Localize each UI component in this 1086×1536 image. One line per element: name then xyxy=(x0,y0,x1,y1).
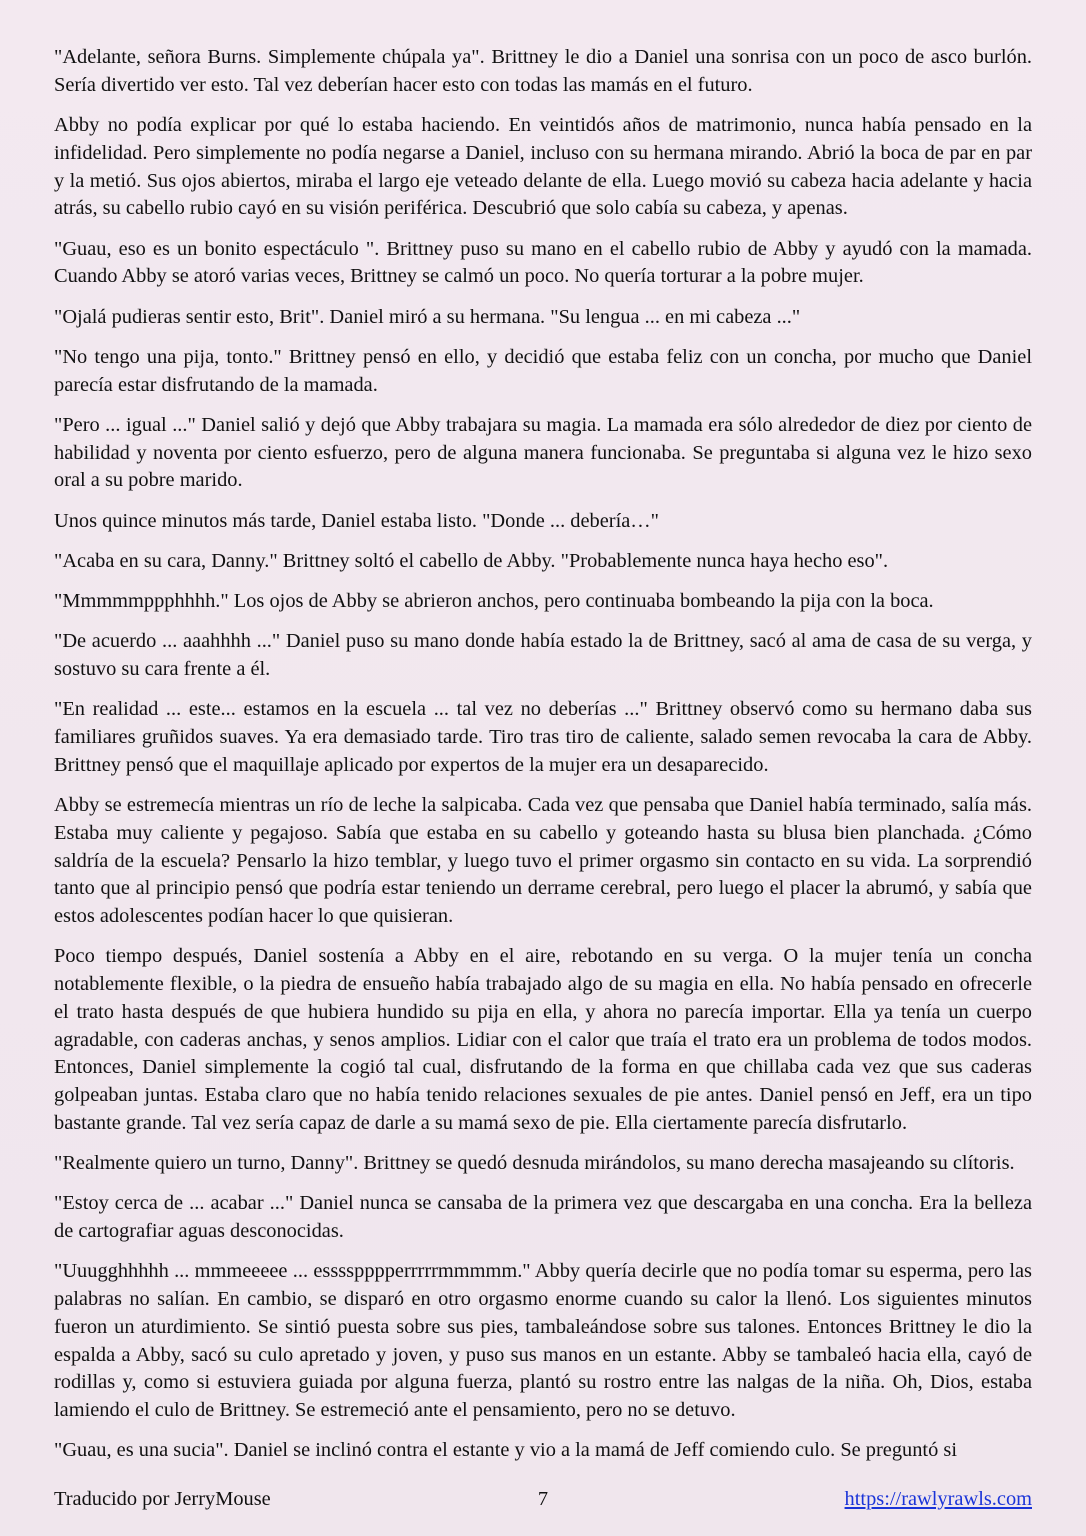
paragraph: "Realmente quiero un turno, Danny". Brittney se quedó desnuda mirándolos, su mano derecha masajeando su clítoris. xyxy=(54,1152,1015,1174)
paragraph: "En realidad ... este... estamos en la escuela ... tal vez no deberías ..." Brittney observó como su hermano daba sus familiares gruñidos suaves. Ya era demasiado tarde. Tiro tras tiro de caliente, salado semen revocaba la cara de Abby. Brittney pensó que el maquillaje aplicado por expertos de la mujer era un desaparecido. xyxy=(54,698,1032,776)
paragraph: Poco tiempo después, Daniel sostenía a Abby en el aire, rebotando en su verga. O la mujer tenía un concha notablemente flexible, o la piedra de ensueño había trabajado algo de su magia en ella. No había pensado en ofrecerle el trato hasta después de que hubiera hundido su pija en ella, y ahora no parecía importar. Ella ya tenía un cuerpo agradable, con caderas anchas, y senos amplios. Lidiar con el calor que traía el trato era un problema de todos modos. Entonces, Daniel simplemente la cogió tal cual, disfrutando de la forma en que chillaba cada vez que sus caderas golpeaban juntas. Estaba claro que no había tenido relaciones sexuales de pie antes. Daniel pensó en Jeff, era un tipo bastante grande. Tal vez sería capaz de darle a su mamá sexo de pie. Ella ciertamente parecía disfrutarlo. xyxy=(54,945,1032,1134)
paragraph: "Guau, eso es un bonito espectáculo ". Brittney puso su mano en el cabello rubio de Abby y ayudó con la mamada. Cuando Abby se atoró varias veces, Brittney se calmó un poco. No quería torturar a la pobre mujer. xyxy=(54,237,1032,288)
document-body xyxy=(54,44,1032,1465)
paragraph: Abby se estremecía mientras un río de leche la salpicaba. Cada vez que pensaba que Daniel había terminado, salía más. Estaba muy caliente y pegajoso. Sabía que estaba en su cabello y goteando hasta su blusa bien planchada. ¿Cómo saldría de la escuela? Pensarlo la hizo temblar, y luego tuvo el primer orgasmo sin contacto en su vida. La sorprendió tanto que al principio pensó que podría estar teniendo un derrame cerebral, pero luego el placer la abrumó, y sabía que estos adolescentes podían hacer lo que quisieran. xyxy=(54,794,1032,927)
paragraph: "Adelante, señora Burns. Simplemente chúpala ya". Brittney le dio a Daniel una sonrisa con un poco de asco burlón. Sería divertido ver esto. Tal vez deberían hacer esto con todas las mamás en el futuro. xyxy=(54,46,1032,96)
page-footer xyxy=(54,1484,1032,1514)
paragraph: "No tengo una pija, tonto." Brittney pensó en ello, y decidió que estaba feliz con un concha, por mucho que Daniel parecía estar disfrutando de la mamada. xyxy=(54,345,1032,396)
paragraph: "Guau, es una sucia". Daniel se inclinó contra el estante y vio a la mamá de Jeff comiendo culo. Se preguntó si xyxy=(54,1439,957,1462)
paragraph: Unos quince minutos más tarde, Daniel estaba listo. "Donde ... debería…" xyxy=(54,509,659,532)
footer-translator: Traducido por JerryMouse xyxy=(54,1487,271,1510)
paragraph: Abby no podía explicar por qué lo estaba haciendo. En veintidós años de matrimonio, nunca había pensado en la infidelidad. Pero simplemente no podía negarse a Daniel, incluso con su hermana mirando. Abrió la boca de par en par y la metió. Sus ojos abiertos, miraba el largo eje veteado delante de ella. Luego movió su cabeza hacia adelante y hacia atrás, su cabello rubio cayó en su visión periférica. Descubrió que solo cabía su cabeza, y apenas. xyxy=(54,114,1032,220)
paragraph: "De acuerdo ... aaahhhh ..." Daniel puso su mano donde había estado la de Brittney, sacó al ama de casa de su verga, y sostuvo su cara frente a él. xyxy=(54,630,1032,680)
footer-site-link[interactable]: https://rawlyrawls.com xyxy=(844,1487,1032,1510)
paragraph: "Ojalá pudieras sentir esto, Brit". Daniel miró a su hermana. "Su lengua ... en mi cabeza ..." xyxy=(54,305,801,328)
paragraph: "Acaba en su cara, Danny." Brittney soltó el cabello de Abby. "Probablemente nunca haya hecho eso". xyxy=(54,549,889,572)
paragraph: "Estoy cerca de ... acabar ..." Daniel nunca se cansaba de la primera vez que descargaba en una concha. Era la belleza de cartografiar aguas desconocidas. xyxy=(54,1192,1032,1242)
paragraph: "Uuugghhhhh ... mmmeeeee ... esssspppperrrrrmmmmm." Abby quería decirle que no podía tomar su esperma, pero las palabras no salían. En cambio, se disparó en otro orgasmo enorme cuando su calor la llenó. Los siguientes minutos fueron un aturdimiento. Se sintió puesta sobre sus pies, tambaleándose sobre sus talones. Entonces Brittney le dio la espalda a Abby, sacó su culo apretado y joven, y puso sus manos en un estante. Abby se tambaleó hacia ella, cayó de rodillas y, como si estuviera guiada por alguna fuerza, plantó su rostro entre las nalgas de la niña. Oh, Dios, estaba lamiendo el culo de Brittney. Se estremeció ante el pensamiento, pero no se detuvo. xyxy=(54,1260,1032,1421)
paragraph: "Pero ... igual ..." Daniel salió y dejó que Abby trabajara su magia. La mamada era sólo alrededor de diez por ciento de habilidad y noventa por ciento esfuerzo, pero de alguna manera funcionaba. Se preguntaba si alguna vez le hizo sexo oral a su pobre marido. xyxy=(54,413,1032,492)
page-number: 7 xyxy=(537,1487,549,1510)
paragraph: "Mmmmmppphhhh." Los ojos de Abby se abrieron anchos, pero continuaba bombeando la pija con la boca. xyxy=(54,590,934,612)
